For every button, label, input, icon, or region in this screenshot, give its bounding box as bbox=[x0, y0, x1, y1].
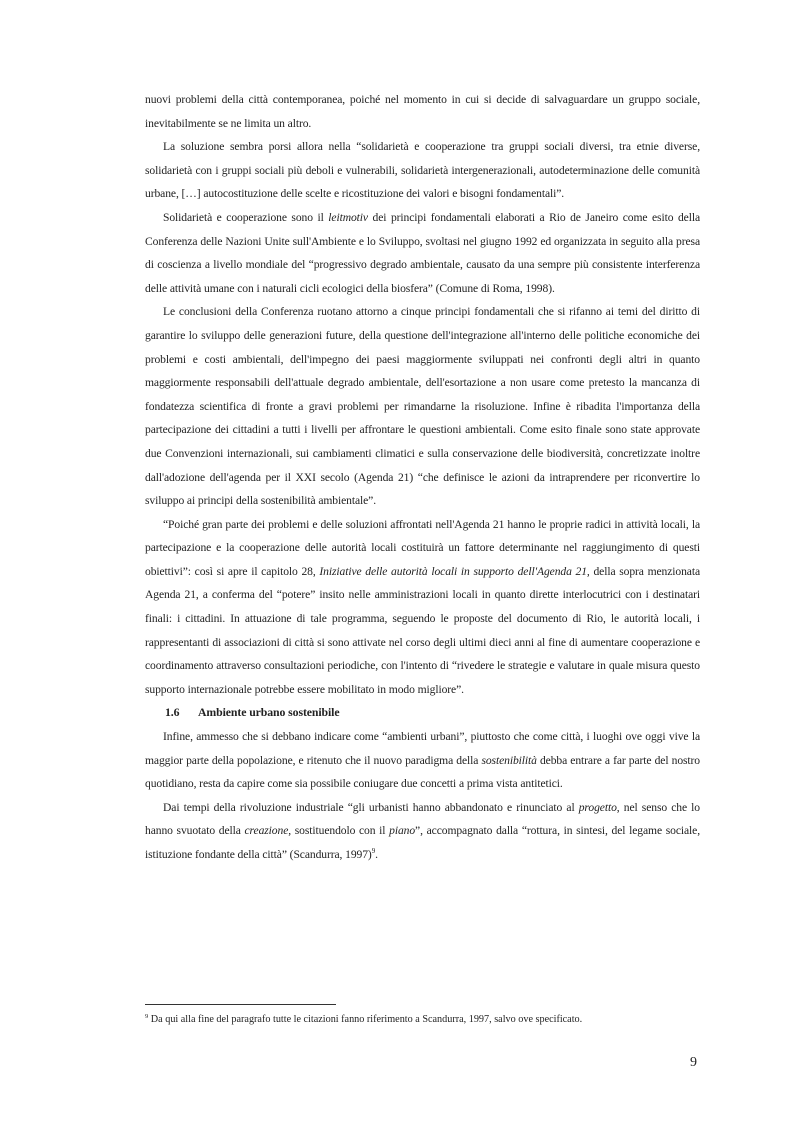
italic-term: piano bbox=[389, 824, 416, 838]
paragraph: Le conclusioni della Conferenza ruotano attorno a cinque principi fondamentali che si rifanno ai temi del diritto di garantire lo sviluppo delle generazioni future, della questione dell'integrazione all'interno delle politiche economiche dei problemi e costi ambientali, dell'impegno dei paesi maggiormente sviluppati nei confronti degli altri in quanto maggiormente responsabili dell'attuale degrado ambientale, dell'esortazione a non usare come pretesto la mancanza di fondatezza scientifica di fronte a gravi problemi per rimandarne la risoluzione. Infine è ribadita l'importanza della partecipazione dei cittadini a tutti i livelli per affrontare le questioni ambientali. Come esito finale sono state approvate due Convenzioni internazionali, sui cambiamenti climatici e sulla conservazione delle biodiversità, concretizzate inoltre dall'adozione dell'agenda per il XXI secolo (Agenda 21) “che definisce le azioni da intraprendere per riconvertire lo sviluppo ai principi della sostenibilità ambientale”. bbox=[145, 305, 700, 508]
footnote-text: Da qui alla fine del paragrafo tutte le citazioni fanno riferimento a Scandurra, 1997, salvo ove specificato. bbox=[148, 1014, 583, 1025]
paragraph: Dai tempi della rivoluzione industriale “gli urbanisti hanno abbandonato e rinunciato al progetto, nel senso che lo hanno svuotato della creazione, sostituendolo con il piano”, accompagnato dalla “rottura, in sintesi, del legame sociale, istituzione fondante della città” (Scandurra, 1997)$^9$. bbox=[145, 800, 700, 861]
italic-term: progetto bbox=[578, 800, 617, 814]
italic-term: creazione bbox=[244, 824, 289, 838]
paragraph: “Poiché gran parte dei problemi e delle soluzioni affrontati nell'Agenda 21 hanno le proprie radici in attività locali, la partecipazione e la cooperazione delle autorità locali costituirà un fattore determinante nel raggiungimento di questi obiettivi”: così si apre il capitolo 28, Iniziative delle autorità locali in supporto dell'Agenda 21, della sopra menzionata Agenda 21, a conferma del “potere” insito nelle amministrazioni locali in quanto dirette interlocutrici con i destinatari finali: i cittadini. In attuazione di tale programma, seguendo le proposte del documento di Rio, le autorità locali, i rappresentanti di associazioni di città si sono attivate nel corso degli ultimi dieci anni al fine di aumentare cooperazione e coordinamento attraverso consultazioni periodiche, con l'intento di “rivedere le strategie e valutare in quale misura questo supporto internazionale potrebbe essere mobilitato in modo migliore”. bbox=[145, 517, 701, 696]
footnote-marker: 9 bbox=[145, 1013, 149, 1020]
page-number: 9 bbox=[690, 1055, 697, 1070]
footnote-ref[interactable]: 9 bbox=[371, 847, 376, 855]
paragraph: Infine, ammesso che si debbano indicare come “ambienti urbani”, piuttosto che come città, i luoghi ove oggi vive la maggior parte della popolazione, e ritenuto che il nuovo paradigma della sostenibilità debba entrare a far parte del nostro quotidiano, resta da capire come sia possibile coniugare due concetti a prima vista antitetici. bbox=[145, 730, 701, 791]
body-text bbox=[145, 88, 700, 867]
section-number: 1.6 bbox=[165, 705, 180, 720]
paragraph: nuovi problemi della città contemporanea, poiché nel momento in cui si decide di salvaguardare un gruppo sociale, inevitabilmente se ne limita un altro. bbox=[145, 93, 700, 130]
italic-title: Iniziative delle autorità locali in supporto dell'Agenda 21, bbox=[319, 564, 590, 578]
footnote-separator bbox=[145, 1004, 336, 1005]
paragraph: La soluzione sembra porsi allora nella “solidarietà e cooperazione tra gruppi sociali diversi, tra etnie diverse, solidarietà con i gruppi sociali più deboli e vulnerabili, solidarietà intergenerazionali, autodeterminazione delle comunità urbane, […] autocostituzione delle scelte e ricostituzione dei valori e bisogni fondamentali”. bbox=[145, 140, 700, 201]
section-title: Ambiente urbano sostenibile bbox=[198, 705, 340, 720]
footnote bbox=[145, 1013, 705, 1027]
paragraph: Solidarietà e cooperazione sono il leitmotiv dei principi fondamentali elaborati a Rio de Janeiro come esito della Conferenza delle Nazioni Unite sull'Ambiente e lo Sviluppo, svoltasi nel giugno 1992 ed organizzata in seguito alla presa di coscienza a livello mondiale del “progressivo degrado ambientale, causato da una sempre più consistente interferenza delle attività umane con i naturali cicli ecologici della biosfera” (Comune di Roma, 1998). bbox=[145, 210, 700, 295]
section-heading bbox=[145, 701, 700, 725]
italic-term: sostenibilità bbox=[481, 753, 537, 767]
italic-term: leitmotiv bbox=[328, 210, 368, 224]
